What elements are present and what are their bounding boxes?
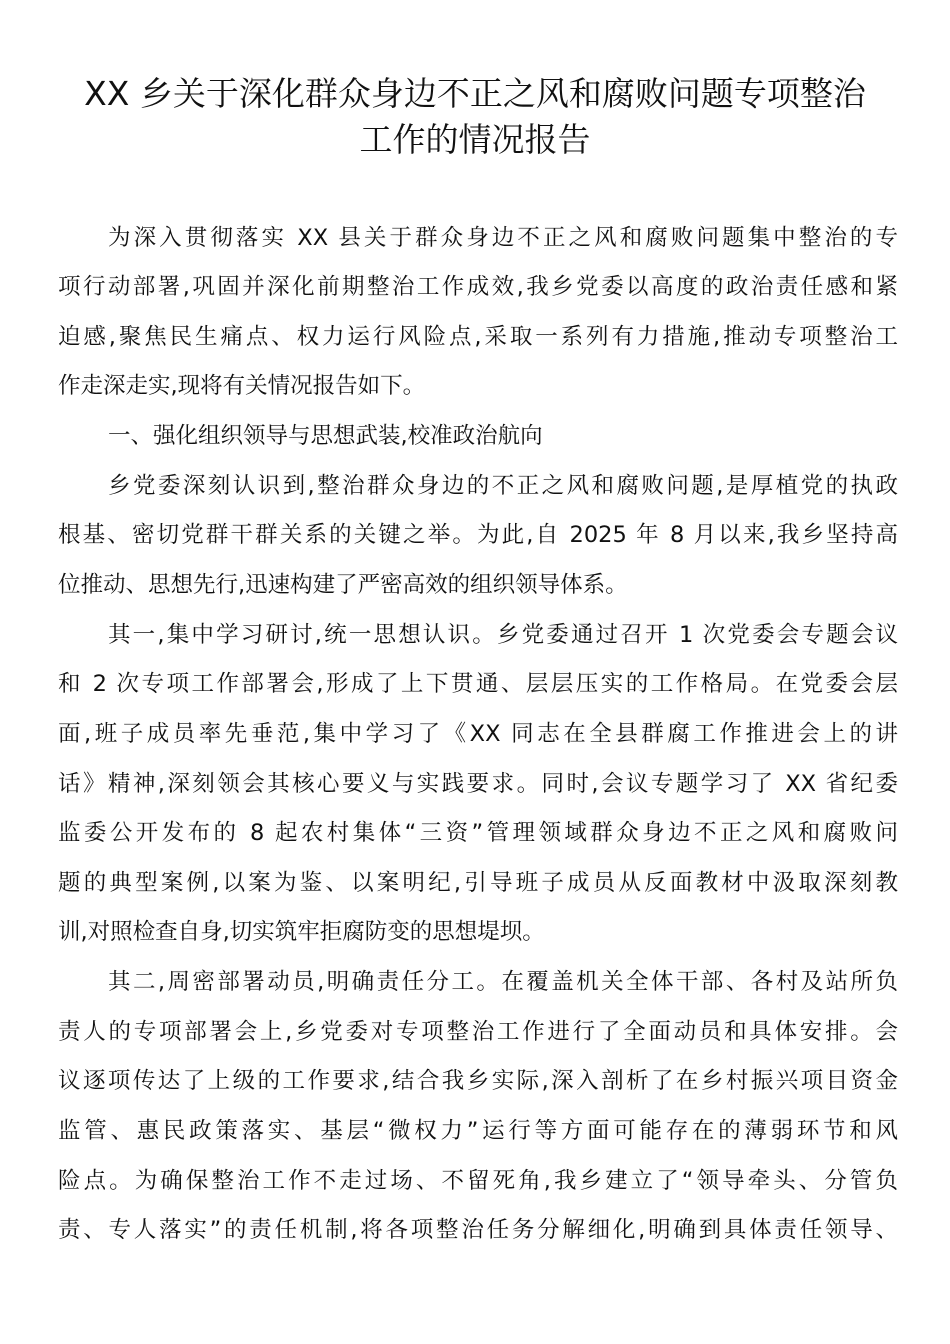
paragraph-3-line-4: 话》精神,深刻领会其核心要义与实践要求。同时,会议专题学习了 XX 省纪委 — [58, 771, 898, 797]
paragraph-1-line-1: 为深入贯彻落实 XX 县关于群众身边不正之风和腐败问题集中整治的专 — [108, 225, 898, 251]
paragraph-4-line-3: 议逐项传达了上级的工作要求,结合我乡实际,深入剖析了在乡村振兴项目资金 — [58, 1068, 898, 1094]
paragraph-3-line-1: 其一,集中学习研讨,统一思想认识。乡党委通过召开 1 次党委会专题会议 — [108, 622, 898, 648]
paragraph-3-line-5: 监委公开发布的 8 起农村集体“三资”管理领域群众身边不正之风和腐败问 — [58, 820, 898, 846]
section-heading-1: 一、强化组织领导与思想武装,校准政治航向 — [108, 423, 543, 449]
paragraph-3-line-7: 训,对照检查自身,切实筑牢拒腐防变的思想堤坝。 — [58, 919, 545, 945]
paragraph-1-line-4: 作走深走实,现将有关情况报告如下。 — [58, 373, 426, 399]
document-title-line-2: 工作的情况报告 — [359, 120, 591, 159]
paragraph-4-line-5: 险点。为确保整治工作不走过场、不留死角,我乡建立了“领导牵头、分管负 — [58, 1168, 898, 1194]
paragraph-2-line-3: 位推动、思想先行,迅速构建了严密高效的组织领导体系。 — [58, 572, 628, 598]
paragraph-4-line-2: 责人的专项部署会上,乡党委对专项整治工作进行了全面动员和具体安排。会 — [58, 1019, 898, 1045]
paragraph-3-line-6: 题的典型案例,以案为鉴、以案明纪,引导班子成员从反面教材中汲取深刻教 — [58, 870, 898, 896]
paragraph-4-line-1: 其二,周密部署动员,明确责任分工。在覆盖机关全体干部、各村及站所负 — [108, 969, 898, 995]
paragraph-2-line-1: 乡党委深刻认识到,整治群众身边的不正之风和腐败问题,是厚植党的执政 — [108, 473, 898, 499]
paragraph-2-line-2: 根基、密切党群干群关系的关键之举。为此,自 2025 年 8 月以来,我乡坚持高 — [58, 522, 898, 548]
paragraph-4-line-4: 监管、惠民政策落实、基层“微权力”运行等方面可能存在的薄弱环节和风 — [58, 1118, 898, 1144]
paragraph-1-line-2: 项行动部署,巩固并深化前期整治工作成效,我乡党委以高度的政治责任感和紧 — [58, 274, 898, 300]
paragraph-4-line-6: 责、专人落实”的责任机制,将各项整治任务分解细化,明确到具体责任领导、 — [58, 1217, 898, 1243]
paragraph-3-line-2: 和 2 次专项工作部署会,形成了上下贯通、层层压实的工作格局。在党委会层 — [58, 671, 898, 697]
paragraph-3-line-3: 面,班子成员率先垂范,集中学习了《XX 同志在全县群腐工作推进会上的讲 — [58, 721, 898, 747]
document-title-line-1: XX 乡关于深化群众身边不正之风和腐败问题专项整治 — [84, 74, 866, 113]
paragraph-1-line-3: 迫感,聚焦民生痛点、权力运行风险点,采取一系列有力措施,推动专项整治工 — [58, 324, 898, 350]
